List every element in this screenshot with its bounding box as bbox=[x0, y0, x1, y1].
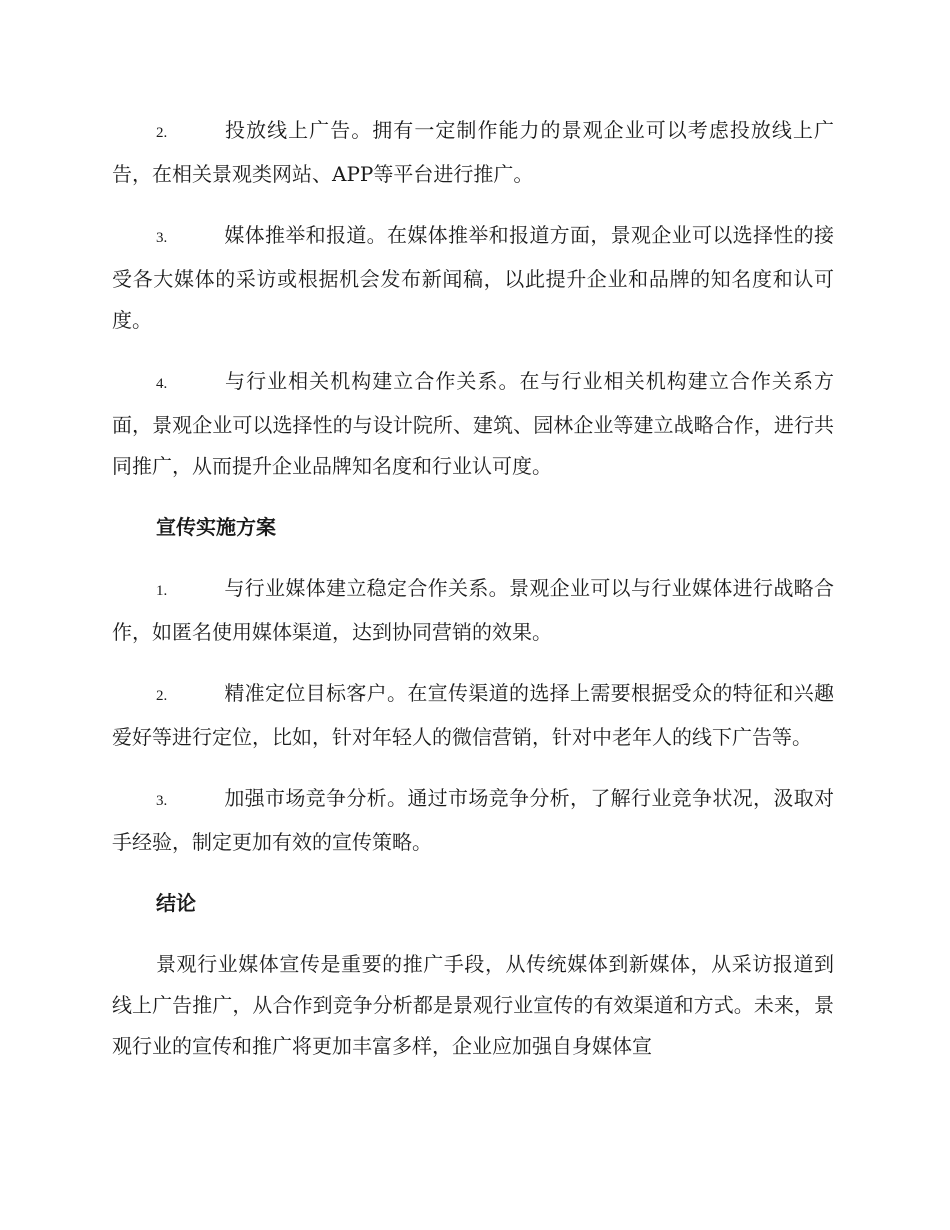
section-heading-implementation: 宣传实施方案 bbox=[156, 515, 276, 539]
list-item bbox=[112, 673, 834, 758]
list-text: 与行业相关机构建立合作关系。在与行业相关机构建立合作关系方面，景观企业可以选择性的与设计院所、建筑、园林企业等建立战略合作，进行共同推广，从而提升企业品牌知名度和行业认可度。 bbox=[112, 369, 834, 478]
list-item bbox=[112, 361, 834, 487]
list-number: 2. bbox=[156, 688, 168, 704]
list-item bbox=[112, 215, 834, 341]
list-text: 加强市场竞争分析。通过市场竞争分析，了解行业竞争状况，汲取对手经验，制定更加有效的宣传策略。 bbox=[112, 786, 834, 854]
list-text: 与行业媒体建立稳定合作关系。景观企业可以与行业媒体进行战略合作，如匿名使用媒体渠道，达到协同营销的效果。 bbox=[112, 576, 834, 644]
document-body bbox=[112, 110, 834, 1067]
list-item bbox=[112, 778, 834, 863]
section-heading-conclusion: 结论 bbox=[156, 891, 196, 915]
list-text: 精准定位目标客户。在宣传渠道的选择上需要根据受众的特征和兴趣爱好等进行定位，比如，针对年轻人的微信营销，针对中老年人的线下广告等。 bbox=[112, 681, 834, 749]
list-item bbox=[112, 110, 834, 195]
list-number: 3. bbox=[156, 230, 168, 246]
list-number: 1. bbox=[156, 583, 168, 599]
conclusion-paragraph: 景观行业媒体宣传是重要的推广手段，从传统媒体到新媒体，从采访报道到线上广告推广，从合作到竞争分析都是景观行业宣传的有效渠道和方式。未来，景观行业的宣传和推广将更加丰富多样，企业应加强自身媒体宣 bbox=[112, 952, 834, 1058]
list-number: 2. bbox=[156, 125, 168, 141]
list-text: 媒体推举和报道。在媒体推举和报道方面，景观企业可以选择性的接受各大媒体的采访或根据机会发布新闻稿，以此提升企业和品牌的知名度和认可度。 bbox=[112, 223, 834, 332]
list-number: 3. bbox=[156, 793, 168, 809]
list-item bbox=[112, 568, 834, 653]
list-text: 投放线上广告。拥有一定制作能力的景观企业可以考虑投放线上广告，在相关景观类网站、APP等平台进行推广。 bbox=[112, 118, 834, 186]
list-number: 4. bbox=[156, 376, 168, 392]
